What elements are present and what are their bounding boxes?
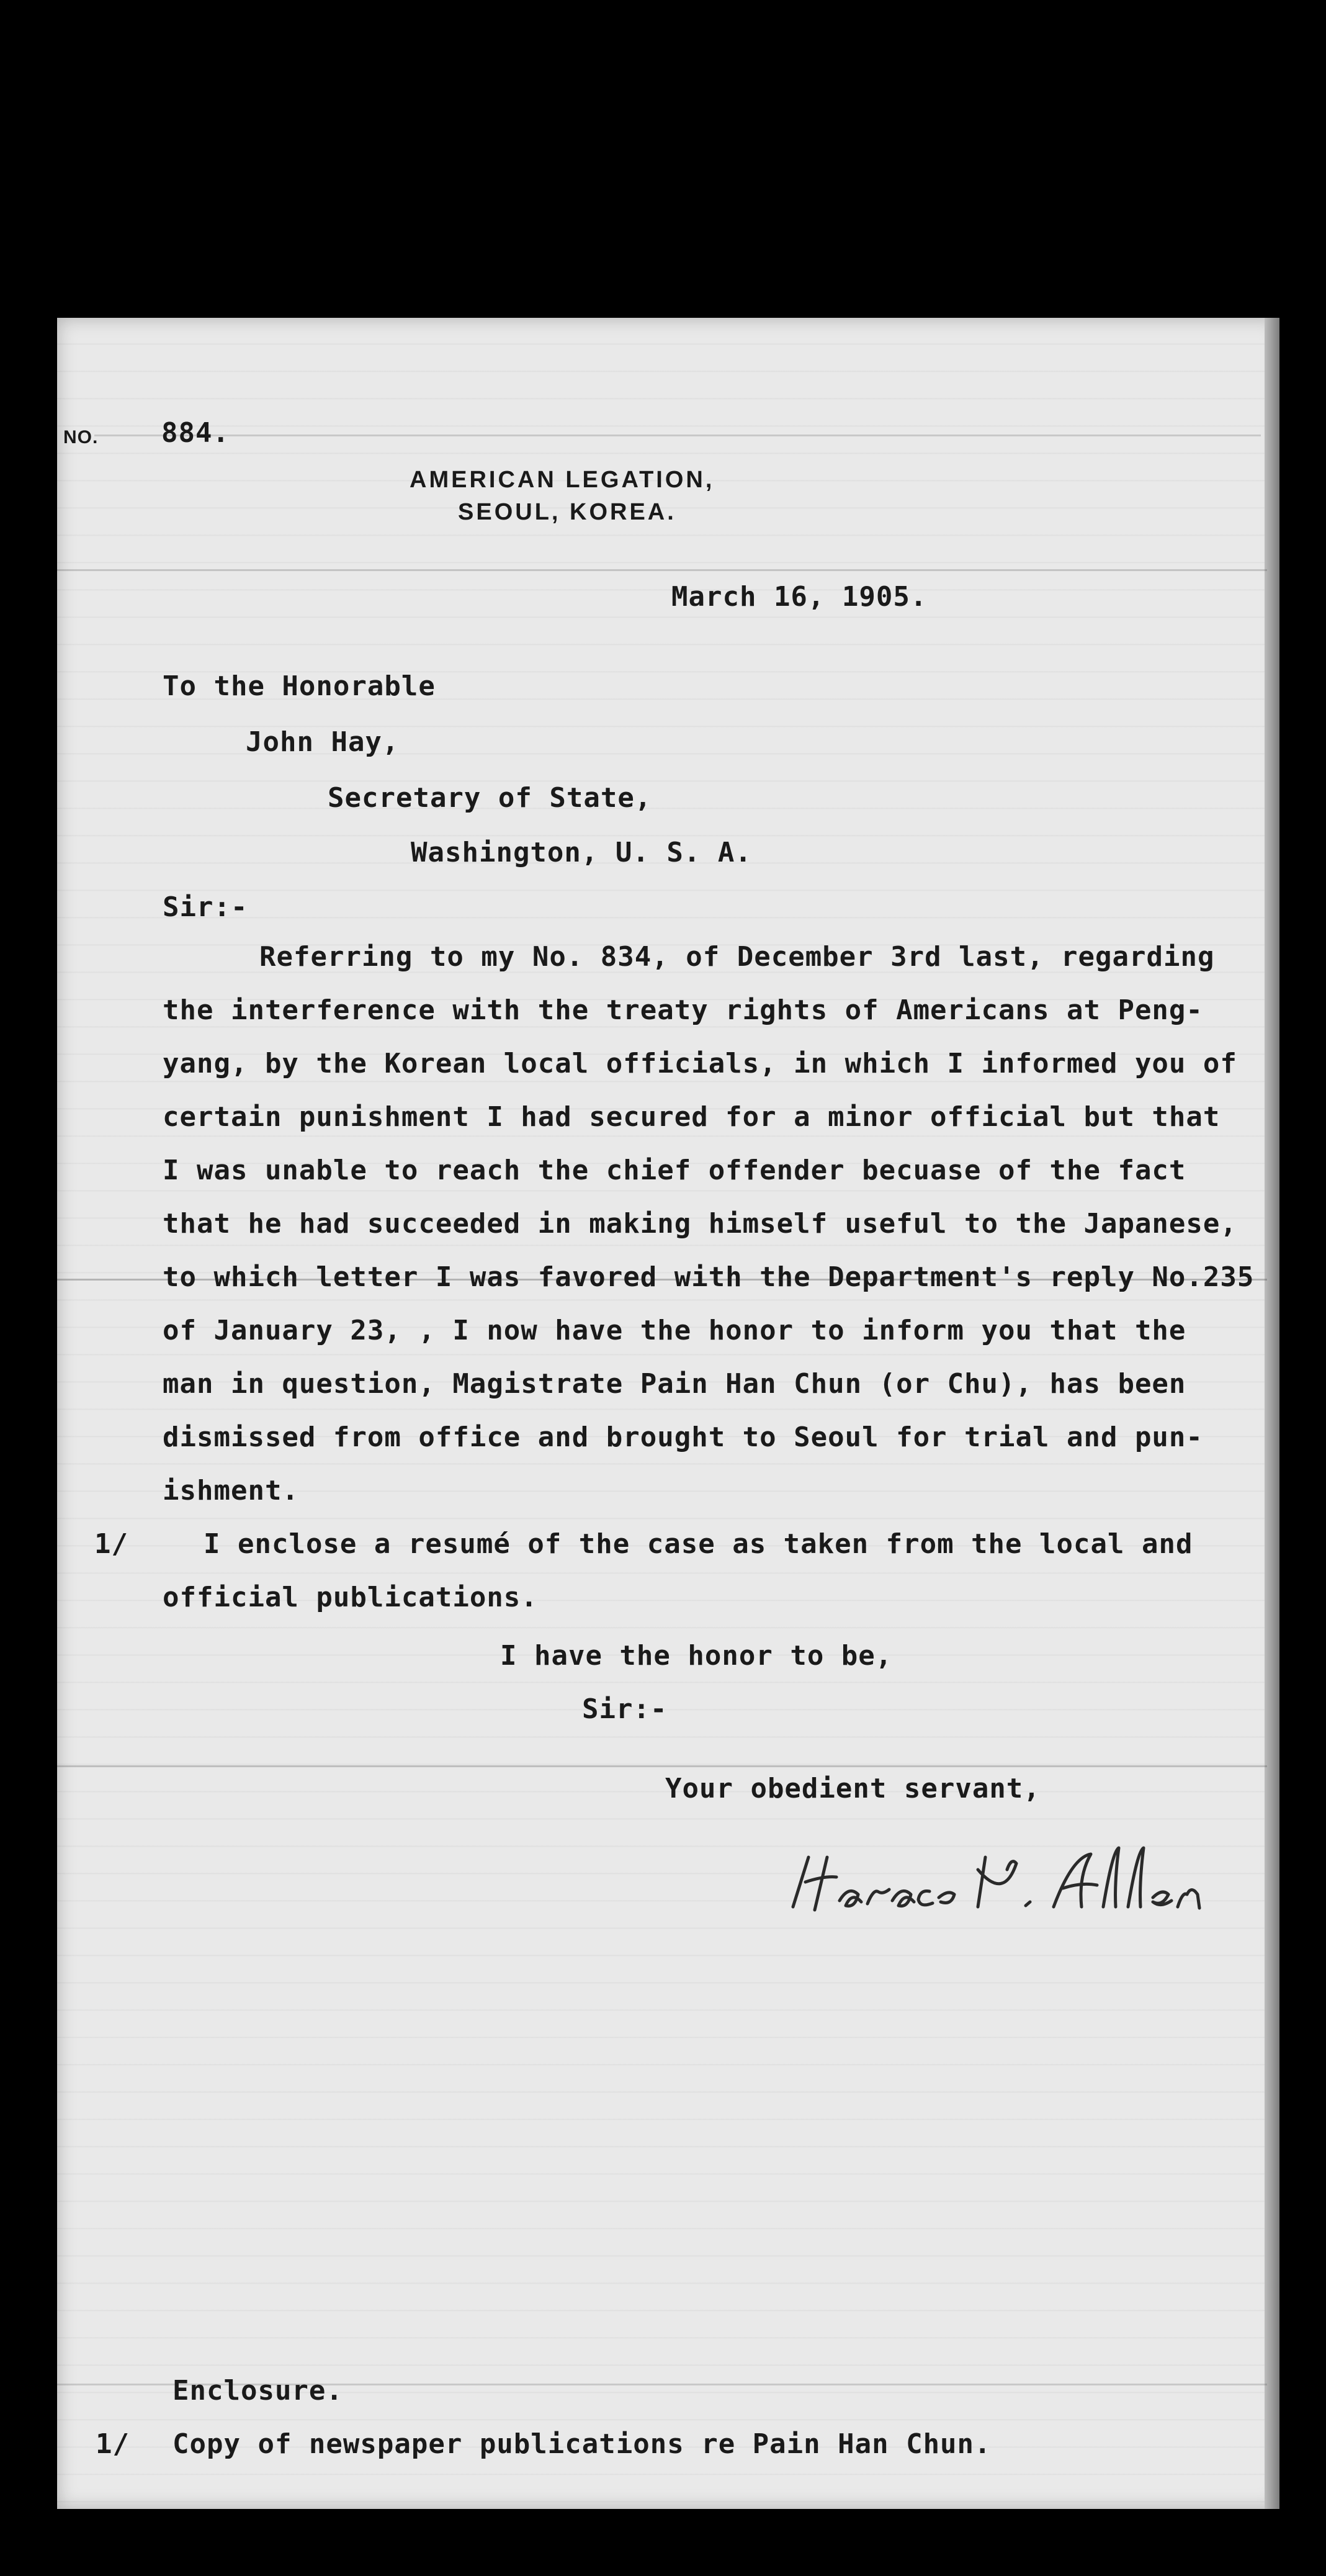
paragraph-1-line: to which letter I was favored with the Department's reply No.235 <box>163 1261 1255 1293</box>
enclosure-item-marker: 1/ <box>96 2428 130 2460</box>
ruled-line <box>94 435 1261 436</box>
ruled-line <box>57 569 1267 571</box>
closing-line-2: Sir:- <box>582 1693 668 1725</box>
paragraph-1-line: certain punishment I had secured for a minor official but that <box>163 1101 1221 1133</box>
signature <box>781 1832 1252 1925</box>
page-edge <box>1265 318 1279 2509</box>
enclosure-item: Copy of newspaper publications re Pain Han Chun. <box>172 2428 992 2460</box>
paragraph-1-line: the interference with the treaty rights of Americans at Peng- <box>163 994 1203 1026</box>
enclosure-heading: Enclosure. <box>172 2375 343 2407</box>
enclosure-marker: 1/ <box>94 1528 128 1560</box>
paragraph-1-line: dismissed from office and brought to Seoul for trial and pun- <box>163 1421 1203 1453</box>
paragraph-1-line: that he had succeeded in making himself useful to the Japanese, <box>163 1208 1237 1240</box>
address-line-4: Washington, U. S. A. <box>411 837 752 868</box>
paragraph-1-line: of January 23, , I now have the honor to inform you that the <box>163 1315 1186 1346</box>
letter-page <box>57 318 1279 2509</box>
number-label: NO. <box>63 427 99 448</box>
letter-date: March 16, 1905. <box>671 581 928 613</box>
address-line-3: Secretary of State, <box>328 782 652 814</box>
paragraph-1-line: Referring to my No. 834, of December 3rd last, regarding <box>259 941 1215 973</box>
paragraph-1-line: ishment. <box>163 1475 299 1506</box>
paragraph-1-line: yang, by the Korean local officials, in which I informed you of <box>163 1048 1237 1079</box>
salutation: Sir:- <box>163 891 248 923</box>
address-line-1: To the Honorable <box>163 670 436 702</box>
letterhead-line-2: SEOUL, KOREA. <box>458 499 676 525</box>
letter-number: 884. <box>161 417 230 449</box>
letterhead-line-1: AMERICAN LEGATION, <box>410 467 715 493</box>
paragraph-2-line: official publications. <box>163 1582 538 1613</box>
closing-line-3: Your obedient servant, <box>665 1773 1041 1804</box>
address-line-2: John Hay, <box>246 726 400 758</box>
paragraph-1-line: I was unable to reach the chief offender becuase of the fact <box>163 1155 1186 1186</box>
paragraph-2-line: I enclose a resumé of the case as taken from the local and <box>204 1528 1193 1560</box>
closing-line-1: I have the honor to be, <box>500 1640 893 1672</box>
ruled-line <box>57 1765 1267 1767</box>
paragraph-1-line: man in question, Magistrate Pain Han Chun (or Chu), has been <box>163 1368 1186 1400</box>
